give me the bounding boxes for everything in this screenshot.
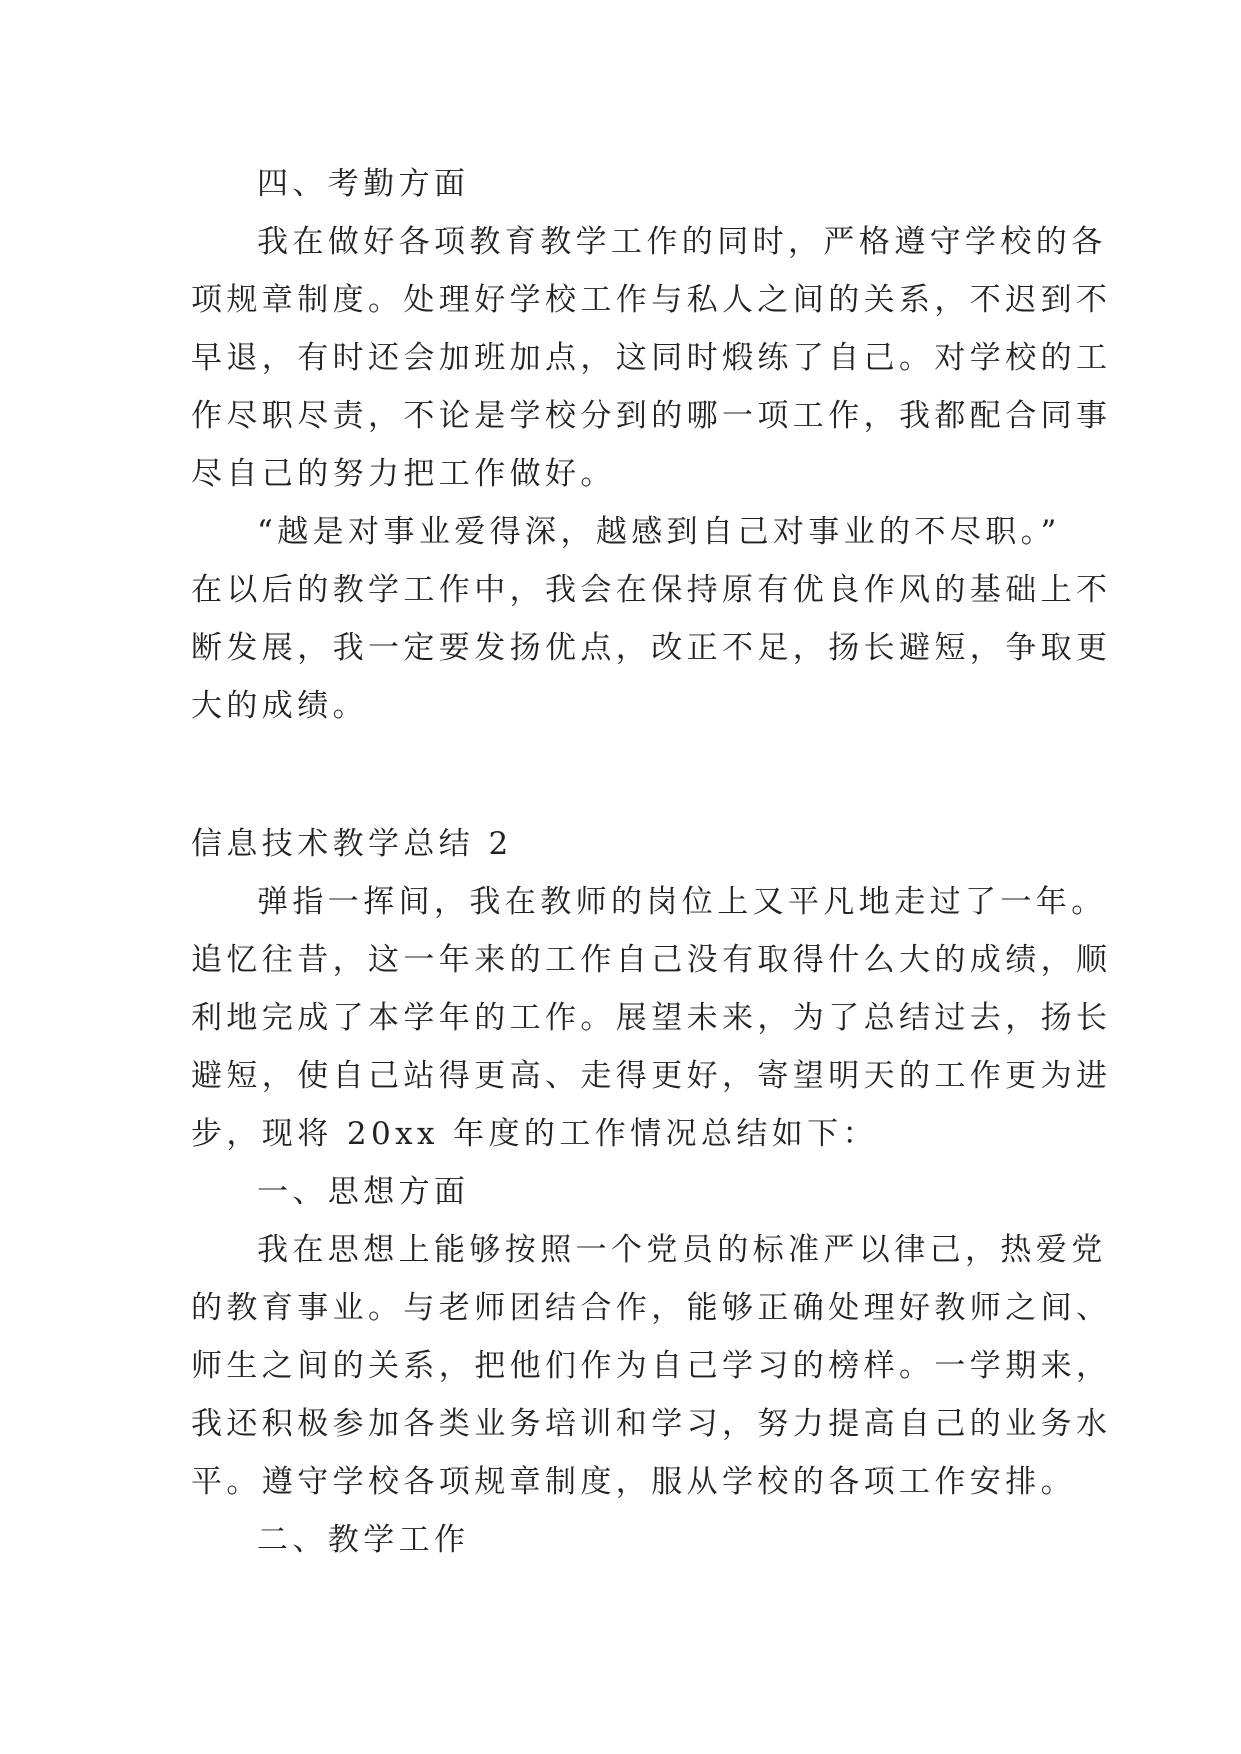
article-title: 信息技术教学总结 2 [191,826,513,862]
paragraph-line: 在以后的教学工作中，我会在保持原有优良作风的基础上不 [191,572,1112,608]
paragraph-line: 弹指一挥间，我在教师的岗位上又平凡地走过了一年。 [257,884,1107,920]
section-heading-attendance: 四、考勤方面 [257,166,470,202]
paragraph-line: 我还积极参加各类业务培训和学习，努力提高自己的业务水 [191,1406,1112,1442]
paragraph-line: 追忆往昔，这一年来的工作自己没有取得什么大的成绩，顺 [191,942,1112,978]
paragraph-line: 大的成绩。 [191,688,368,724]
paragraph-line: 早退，有时还会加班加点，这同时煅练了自己。对学校的工 [191,340,1112,376]
paragraph-line: 作尽职尽责，不论是学校分到的哪一项工作，我都配合同事 [191,398,1112,434]
paragraph-line: 断发展，我一定要发扬优点，改正不足，扬长避短，争取更 [191,630,1112,666]
paragraph-quote [191,503,1112,735]
paragraph-line: 我在思想上能够按照一个党员的标准严以律己，热爱党 [257,1232,1107,1268]
paragraph-line: 项规章制度。处理好学校工作与私人之间的关系，不迟到不 [191,282,1112,318]
document-body [191,155,1112,1569]
paragraph-line: 步，现将 20xx 年度的工作情况总结如下： [191,1116,878,1152]
paragraph-line: 避短，使自己站得更高、走得更好，寄望明天的工作更为进 [191,1058,1112,1094]
paragraph-line: 平。遵守学校各项规章制度，服从学校的各项工作安排。 [191,1464,1076,1500]
paragraph-ideology [191,1221,1112,1511]
paragraph-attendance [191,213,1112,503]
paragraph-line: 我在做好各项教育教学工作的同时，严格遵守学校的各 [257,224,1107,260]
paragraph-line: 利地完成了本学年的工作。展望未来，为了总结过去，扬长 [191,1000,1112,1036]
paragraph-line: 师生之间的关系，把他们作为自己学习的榜样。一学期来， [191,1348,1112,1384]
section-spacer [191,735,1051,815]
paragraph-intro [191,873,1112,1163]
section-heading-ideology: 一、思想方面 [257,1174,470,1210]
paragraph-line: 尽自己的努力把工作做好。 [191,456,616,492]
paragraph-line: “越是对事业爱得深，越感到自己对事业的不尽职。” [257,514,1061,550]
section-heading-teaching: 二、教学工作 [257,1522,470,1558]
paragraph-line: 的教育事业。与老师团结合作，能够正确处理好教师之间、 [191,1290,1112,1326]
